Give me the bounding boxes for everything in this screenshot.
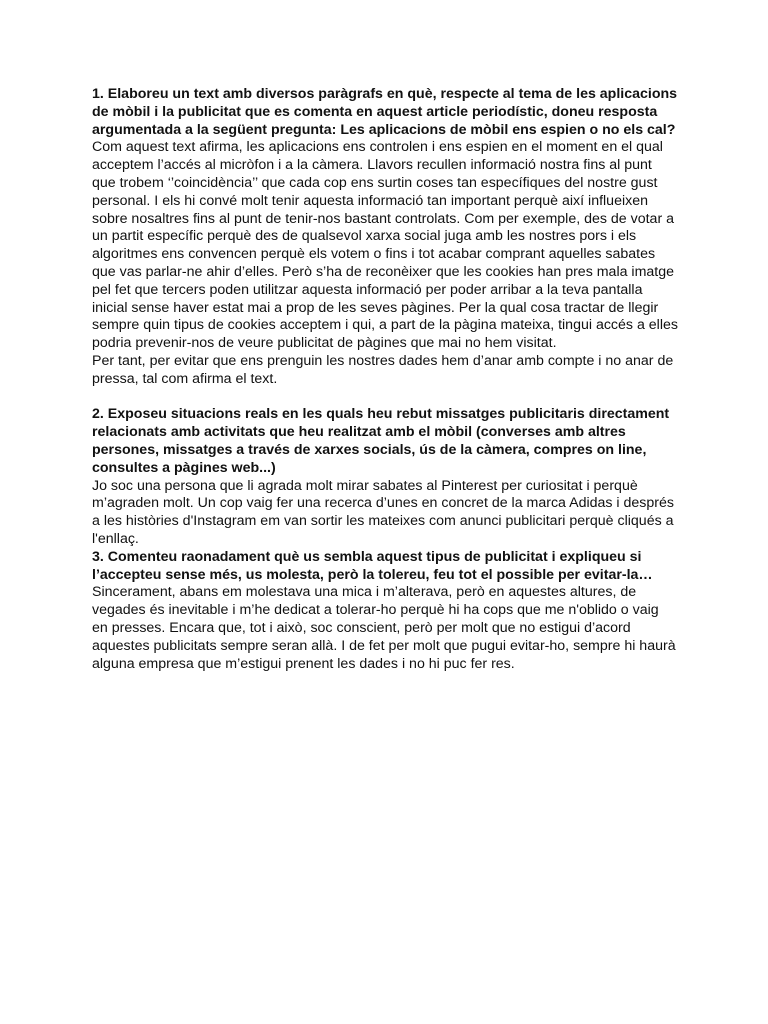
question-3: 3. Comenteu raonadament què us sembla aquest tipus de publicitat i expliqueu si l’accepteu sense més, us molesta, però la tolereu, feu tot el possible per evitar-la… <box>92 548 653 583</box>
answer-1-paragraph-2: Per tant, per evitar que ens prenguin les nostres dades hem d’anar amb compte i no anar de pressa, tal com afirma el text. <box>92 352 674 387</box>
paragraph-gap <box>92 389 678 407</box>
answer-1-paragraph-1: Com aquest text afirma, les aplicacions ens controlen i ens espien en el moment en el qual acceptem l’accés al micròfon i a la càmera. Llavors recullen informació nostra fins al punt que trobem ‘’coincidència’’ que cada cop ens surtin coses tan específiques del nostre gust personal. I els hi convé molt tenir aquesta informació tan important perquè així influeixen sobre nosaltres fins al punt de tenir-nos bastant controlats. Com per exemple, des de votar a un partit específic perquè des de qualsevol xarxa social juga amb les nostres pors i els algoritmes ens convencen perquè els votem o fins i tot acabar comprant aquelles sabates que vas parlar-ne ahir d’elles. Però s’ha de reconèixer que les cookies han pres mala imatge pel fet que tercers poden utilitzar aquesta informació per poder arribar a la teva pantalla inicial sense haver estat mai a prop de les seves pàgines. Per la qual cosa tractar de llegir sempre quin tipus de cookies acceptem i qui, a part de la pàgina mateixa, tingui accés a elles podria prevenir-nos de veure publicitat de pàgines que mai no hem visitat. <box>92 139 678 352</box>
question-2: 2. Exposeu situacions reals en les quals heu rebut missatges publicitaris directament relacionats amb activitats que heu realitzat amb el mòbil (converses amb altres persones, missatges a través de xarxes socials, ús de la càmera, compres on line, consultes a pàgines web...) <box>92 406 670 476</box>
answer-2: Jo soc una persona que li agrada molt mirar sabates al Pinterest per curiositat i perquè m’agraden molt. Un cop vaig fer una recerca d’unes en concret de la marca Adidas i després a les històries d'Instagram em van sortir les mateixes com anunci publicitari perquè cliqués a l'enllaç. <box>92 477 674 547</box>
question-1: 1. Elaboreu un text amb diversos paràgrafs en què, respecte al tema de les aplicacions de mòbil i la publicitat que es comenta en aquest article periodístic, doneu resposta argumentada a la següent pregunta: Les aplicacions de mòbil ens espien o no els cal? <box>92 86 678 138</box>
answer-3: Sincerament, abans em molestava una mica i m’alterava, però en aquestes altures, de vegades és inevitable i m’he dedicat a tolerar-ho perquè hi ha cops que me n'oblido o vaig en presses. Encara que, tot i això, soc conscient, però per molt que no estigui d’acord aquestes publicitats sempre seran allà. I de fet per molt que pugui evitar-ho, sempre hi haurà alguna empresa que m’estigui prenent les dades i no hi puc fer res. <box>92 584 676 672</box>
document-page <box>92 86 678 673</box>
